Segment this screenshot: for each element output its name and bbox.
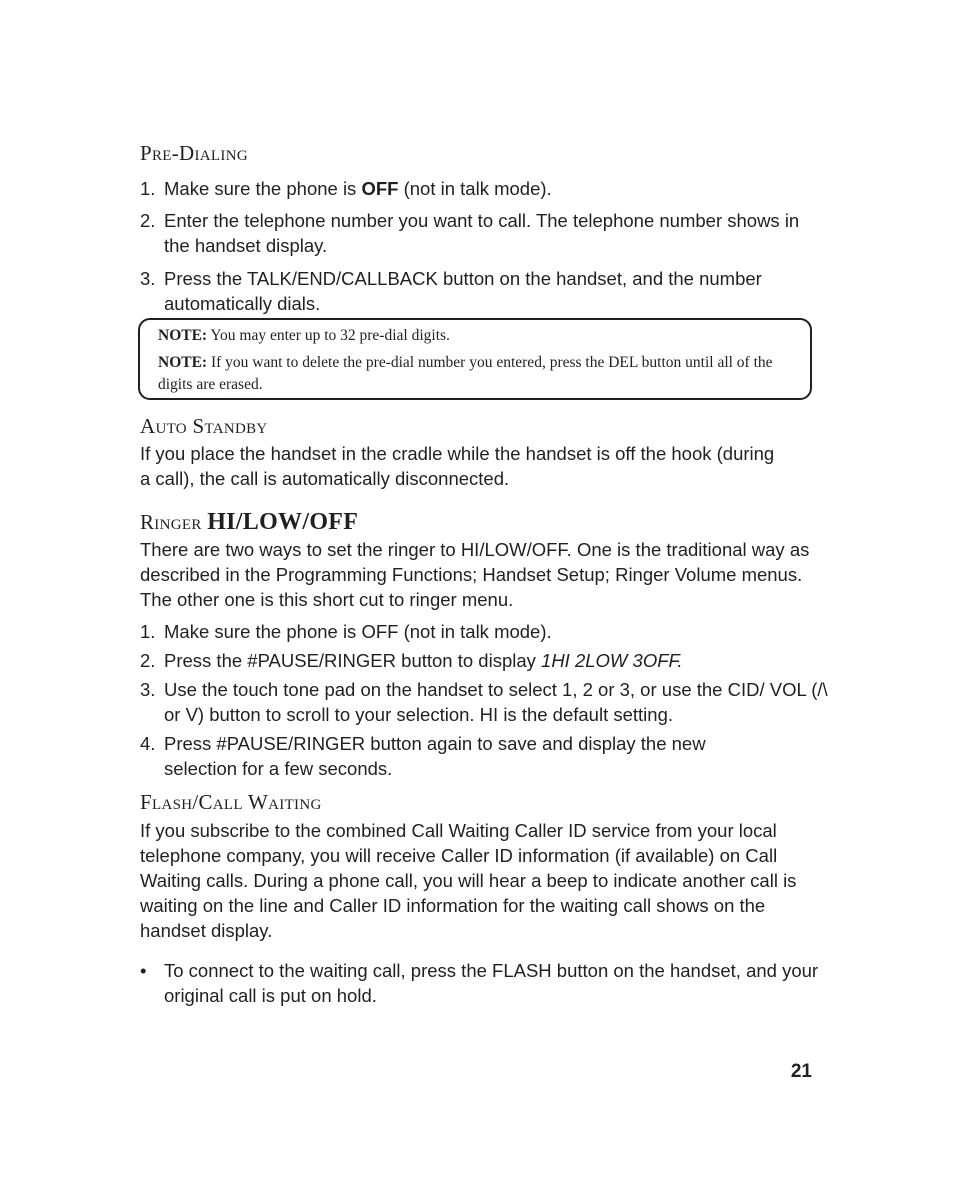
- note-box: [138, 318, 812, 400]
- step-text: Make sure the phone is: [164, 178, 362, 199]
- step-number: 2.: [140, 650, 156, 671]
- note-label: NOTE:: [158, 327, 208, 344]
- ringer-step-1: [140, 619, 820, 644]
- flash-bullet: [140, 958, 820, 1008]
- ringer-heading-big: HI/LOW/OFF: [207, 509, 359, 535]
- step-number: 1.: [140, 178, 156, 199]
- step-number: 3.: [140, 268, 156, 289]
- step-text: Press #PAUSE/RINGER button again to save and display the new selection for a few seconds.: [164, 733, 706, 779]
- ringer-step-3: [140, 677, 830, 727]
- ringer-step-4: [140, 731, 780, 781]
- step-text: Press the #PAUSE/RINGER button to display: [164, 650, 542, 671]
- auto-standby-heading: Auto Standby: [140, 414, 268, 438]
- note-2: [158, 352, 794, 396]
- bullet-mark: •: [140, 960, 147, 981]
- bullet-text: To connect to the waiting call, press the FLASH button on the handset, and your original call is put on hold.: [164, 960, 819, 1006]
- step-text: Use the touch tone pad on the handset to select 1, 2 or 3, or use the CID/ VOL (/\ or V) button to scroll to your selection. HI is the default setting.: [164, 679, 828, 725]
- step-text: (not in talk mode).: [398, 178, 552, 199]
- step-number: 1.: [140, 621, 156, 642]
- predialing-step-3: [140, 266, 820, 316]
- step-number: 2.: [140, 210, 156, 231]
- predialing-step-2: [140, 208, 800, 258]
- auto-standby-body: If you place the handset in the cradle while the handset is off the hook (during a call), the call is automatically disconnected.: [140, 443, 775, 489]
- off-emphasis: OFF: [361, 178, 399, 199]
- step-number: 3.: [140, 679, 156, 700]
- ringer-body: There are two ways to set the ringer to HI/LOW/OFF. One is the traditional way as described in the Programming Functions; Handset Setup; Ringer Volume menus. The other one is this short cut to ringer menu.: [140, 539, 810, 610]
- ringer-heading: [140, 510, 358, 534]
- note-label: NOTE:: [158, 354, 208, 371]
- step-text: Enter the telephone number you want to call. The telephone number shows in the handset display.: [164, 210, 800, 256]
- step-text: Press the TALK/END/CALLBACK button on the handset, and the number automatically dials.: [164, 268, 762, 314]
- note-1: [158, 325, 794, 347]
- display-code: 1HI 2LOW 3OFF.: [541, 650, 683, 671]
- page-number: 21: [790, 1061, 812, 1082]
- flash-body: If you subscribe to the combined Call Waiting Caller ID service from your local telephone company, you will receive Caller ID information (if available) on Call Waiting calls. During a phone call, you will hear a beep to indicate another call is waiting on the line and Caller ID information for the waiting call shows on the handset display.: [140, 820, 797, 941]
- step-number: 4.: [140, 733, 156, 754]
- note-text: You may enter up to 32 pre-dial digits.: [207, 327, 450, 344]
- predialing-step-1: [140, 176, 820, 201]
- ringer-step-2: [140, 648, 820, 673]
- ringer-heading-small: Ringer: [140, 510, 202, 534]
- note-text: If you want to delete the pre-dial number you entered, press the DEL button until all of the digits are erased.: [158, 354, 773, 393]
- flash-heading: Flash/Call Waiting: [140, 790, 322, 814]
- step-text: Make sure the phone is OFF (not in talk mode).: [164, 621, 552, 642]
- predialing-heading: Pre-Dialing: [140, 141, 248, 165]
- manual-page: [140, 0, 828, 1179]
